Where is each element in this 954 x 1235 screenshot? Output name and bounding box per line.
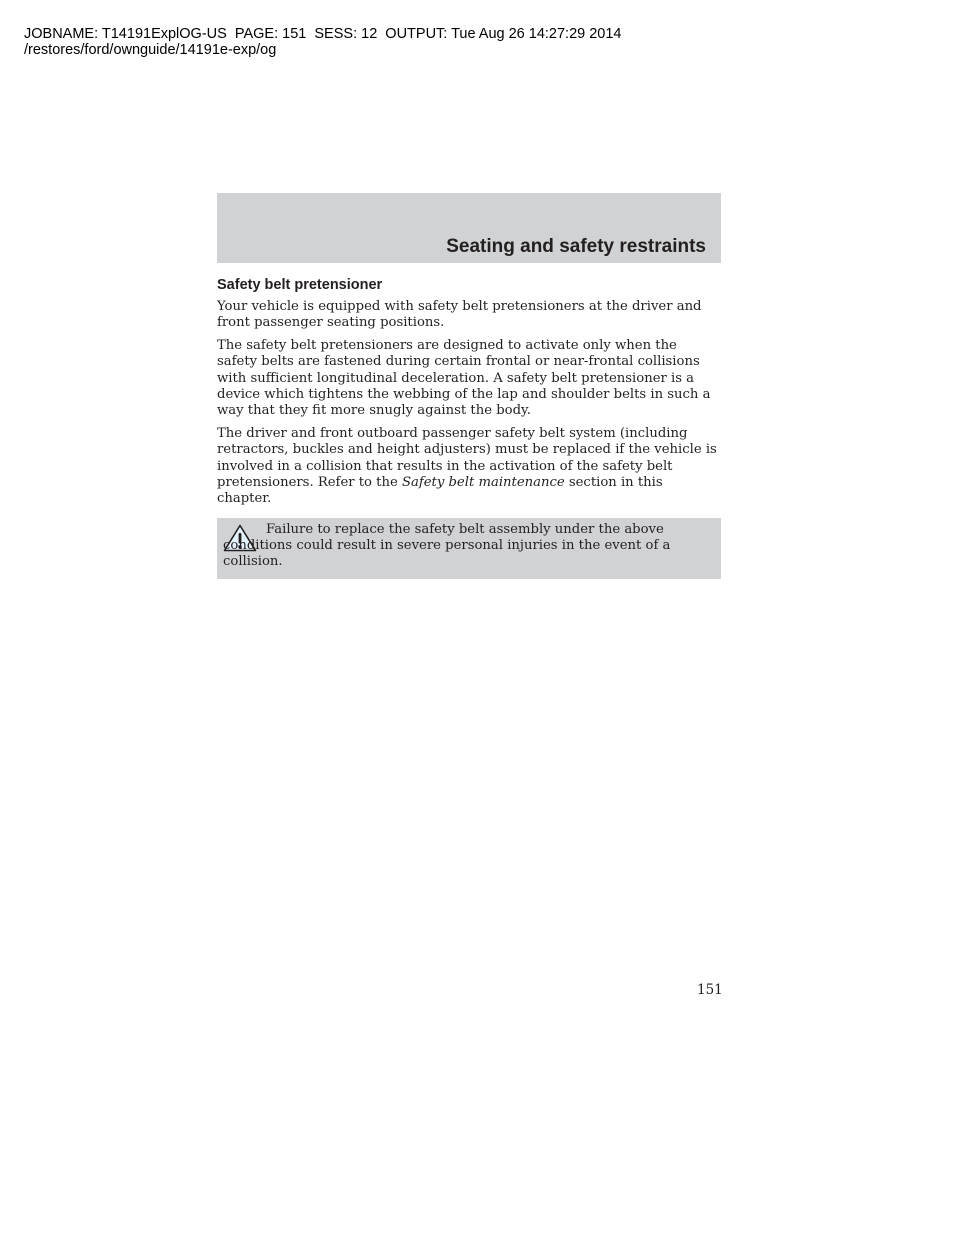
safety-belt-maintenance-reference: Safety belt maintenance bbox=[401, 475, 565, 491]
paragraph-2: The safety belt pretensioners are designed to activate only when the safety belts are fastened during certain frontal or near-frontal collisions with sufficient longitudinal deceleration. A safety belt pretensioner is a device which tightens the webbing of the lap and shoulder belts in such a way that they fit more snugly against the body. bbox=[217, 337, 711, 419]
paragraph-1: Your vehicle is equipped with safety belt pretensioners at the driver and front passenger seating positions. bbox=[217, 299, 702, 331]
job-info bbox=[24, 26, 622, 58]
job-info-line-2: /restores/ford/ownguide/14191e-exp/og bbox=[24, 42, 277, 58]
paragraph-3 bbox=[217, 426, 721, 508]
warning-text: Failure to replace the safety belt assembly under the above conditions could result in severe personal injuries in the event of a collision. bbox=[223, 522, 671, 569]
chapter-title: Seating and safety restraints bbox=[446, 236, 706, 257]
main-content bbox=[217, 276, 721, 514]
section-heading: Safety belt pretensioner bbox=[217, 277, 383, 293]
page-number: 151 bbox=[697, 982, 723, 998]
warning-box bbox=[217, 518, 721, 579]
paragraph-3-text-end: section in this chapter. bbox=[217, 475, 663, 507]
chapter-header-band bbox=[217, 193, 721, 263]
paragraph-3-text-start: The driver and front outboard passenger safety belt system (including retractors, buckles and height adjusters) must be replaced if the vehicle is involved in a collision that results in the activation of the safety belt pretensioners. Refer to the bbox=[217, 425, 717, 491]
job-info-line-1: JOBNAME: T14191ExplOG-US PAGE: 151 SESS: 12 OUTPUT: Tue Aug 26 14:27:29 2014 bbox=[24, 26, 622, 42]
